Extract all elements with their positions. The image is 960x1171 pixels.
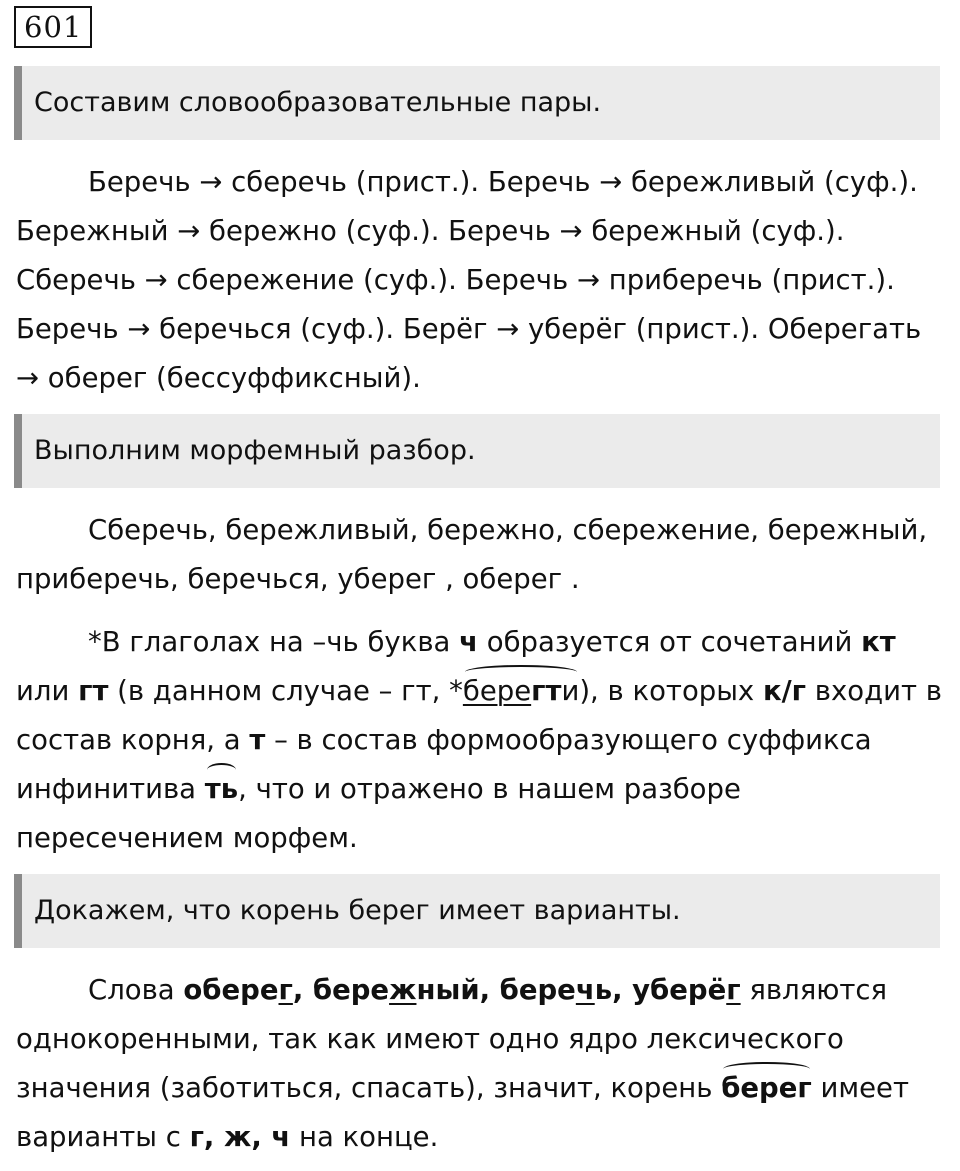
note-bold: т [249, 724, 266, 756]
analysis-words-text: Сберечь, бережливый, бережно, сбережение, бережный, приберечь, беречься, уберег , оберег . [16, 514, 928, 595]
root-bereg: берег [721, 1064, 812, 1113]
note-text: *В глаголах на –чь буква [88, 626, 460, 658]
pairs-paragraph [16, 158, 946, 403]
note-text: входит в состав корня, а [16, 675, 942, 756]
root-part-bold: гт [531, 675, 562, 707]
proof-text: имеет варианты с [16, 1072, 909, 1153]
proof-text: на конце. [290, 1121, 439, 1153]
proof-bold: г, ж, ч [189, 1121, 291, 1153]
note-text: – в состав формообразующего суффикса инфинитива [16, 724, 872, 805]
proof-text: являются однокоренными, так как имеют одно ядро лексического значения (заботиться, спасать), значит, корень [16, 974, 888, 1104]
note-text: , что и отражено в нашем разборе пересечением морфем. [16, 773, 741, 854]
analysis-words [16, 506, 946, 604]
section-heading-pairs: Составим словообразовательные пары. [14, 66, 940, 140]
ending-part: и [561, 675, 580, 707]
proof-bold: , бере [292, 974, 390, 1006]
berecht-word [463, 667, 579, 716]
suffix-t: ть [205, 765, 238, 814]
note-bold: ч [459, 626, 479, 658]
note-paragraph [16, 618, 946, 863]
pairs-text: Беречь → сберечь (прист.). Беречь → бережливый (суф.). Бережный → бережно (суф.). Беречь → бережный (суф.). Сберечь → сбережение (суф.). Беречь → приберечь (прист.). Беречь → беречься (суф.). Берёг → уберёг (прист.). Оберегать → оберег (бессуффиксный). [16, 166, 922, 394]
root-part: бере [462, 675, 532, 707]
note-text: ), в которых [579, 675, 763, 707]
section-heading-analysis: Выполним морфемный разбор. [14, 414, 940, 488]
proof-bold-underlined: г [278, 974, 293, 1006]
note-bold: к/г [762, 675, 807, 707]
proof-bold-underlined: ж [389, 974, 417, 1006]
proof-bold: ь, уберё [594, 974, 727, 1006]
note-text: (в данном случае – гт, * [108, 675, 463, 707]
note-bold: гт [78, 675, 109, 707]
proof-text: Слова [88, 974, 184, 1006]
section-heading-proof: Докажем, что корень берег имеет варианты. [14, 874, 940, 948]
proof-bold-underlined: ч [575, 974, 595, 1006]
note-bold: кт [861, 626, 896, 658]
note-text: или [16, 675, 79, 707]
proof-bold: ный, бере [416, 974, 576, 1006]
note-text: образуется от сочетаний [478, 626, 862, 658]
proof-bold: обере [183, 974, 279, 1006]
proof-bold-underlined: г [726, 974, 741, 1006]
proof-paragraph [16, 966, 946, 1162]
exercise-number: 601 [14, 6, 92, 48]
